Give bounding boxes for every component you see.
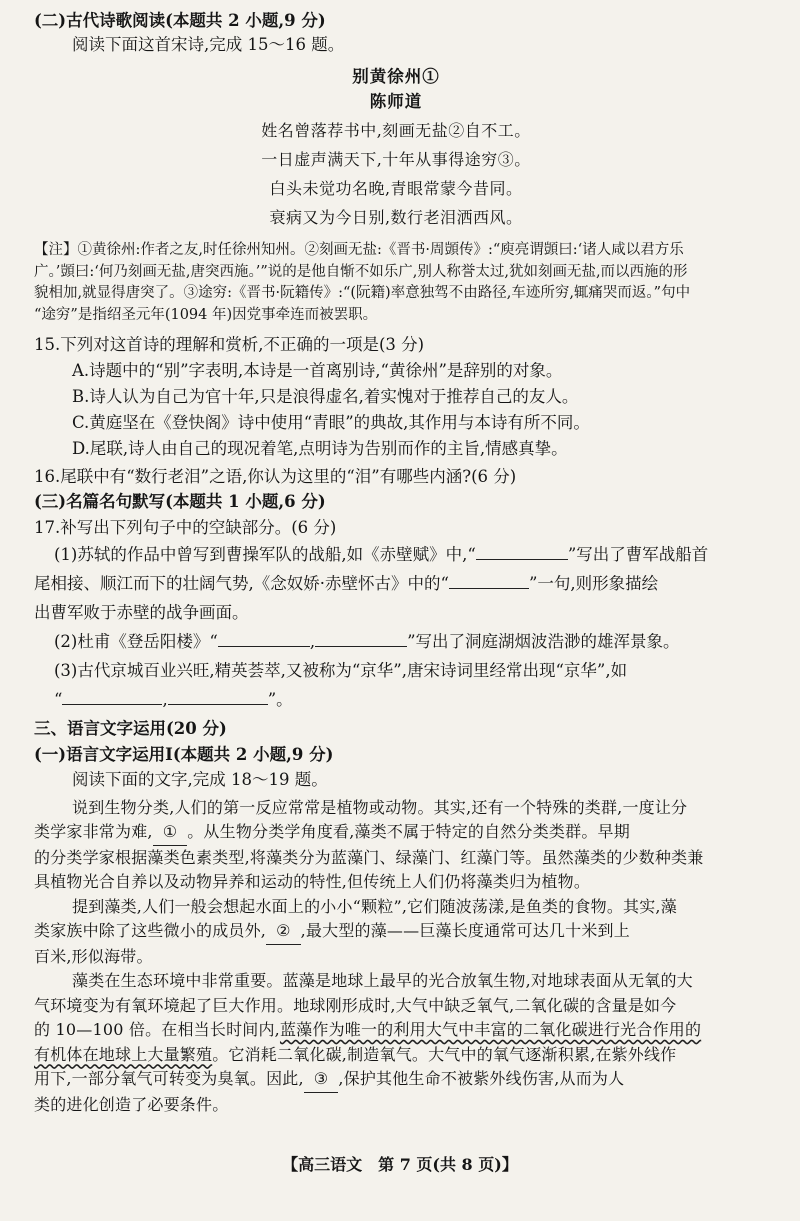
poem-line: 姓名曾落荐书中,刻画无盐②自不工。 (261, 121, 531, 140)
note-line: 貌相加,就显得唐突了。③途穷:《晋书·阮籍传》:“(阮籍)率意独驾不由路径,车迹所穷,辄痛哭而返。”句中 (34, 285, 691, 301)
answer-blank[interactable] (218, 630, 310, 648)
option-c: C.黄庭坚在《登快阁》诗中使用“青眼”的典故,其作用与本诗有所不同。 (72, 412, 590, 432)
poem-line: 白头未觉功名晚,青眼常蒙今昔同。 (269, 179, 523, 198)
option-a: A.诗题中的“别”字表明,本诗是一首离别诗,“黄徐州”是辞别的对象。 (72, 360, 563, 380)
passage-blank-2[interactable]: ② (266, 919, 301, 945)
note-line: 广。’顗曰:‘何乃刻画无盐,唐突西施。’”说的是他自惭不如乐广,别人称誉太过,犹如刻画无盐,而以西施的形 (34, 263, 688, 280)
q17-part1-line2: 尾相接、顺江而下的壮阔气势,《念奴娇·赤壁怀古》中的“ ”一句,则形象描绘 (34, 569, 758, 598)
q17-part1-line3: 出曹军败于赤壁的战争画面。 (34, 603, 249, 622)
passage-line: 用下,一部分氧气可转变为臭氧。因此, ③ ,保护其他生命不被紫外线伤害,从而为人 (34, 1067, 758, 1093)
question-16-stem: 16.尾联中有“数行老泪”之语,你认为这里的“泪”有哪些内涵?(6 分) (34, 466, 517, 486)
passage-line: 百米,形似海带。 (34, 946, 153, 966)
note-line: “途穷”是指绍圣元年(1094 年)因党事牵连而被罢职。 (34, 306, 378, 323)
answer-blank[interactable] (62, 688, 162, 706)
poem-notes (34, 240, 758, 326)
answer-blank[interactable] (476, 543, 568, 561)
answer-blank[interactable] (315, 630, 407, 648)
q17-part3-line1: (3)古代京城百业兴旺,精英荟萃,又被称为“京华”,唐宋诗词里经常出现“京华”,如 (54, 661, 628, 680)
question-17-stem: 17.补写出下列句子中的空缺部分。(6 分) (34, 517, 337, 537)
q17-part1-line1: (1)苏轼的作品中曾写到曹操军队的战船,如《赤壁赋》中,“ ”写出了曹军战船首 (34, 540, 758, 569)
passage-line: 具植物光合自养以及动物异养和运动的特性,但传统上人们仍将藻类归为植物。 (34, 872, 591, 891)
passage-line: 的分类学家根据藻类色素类型,将藻类分为蓝藻门、绿藻门、红藻门等。虽然藻类的少数种类兼 (34, 847, 704, 867)
page-footer: 【高三语文 第 7 页(共 8 页)】 (282, 1155, 518, 1174)
poetry-intro: 阅读下面这首宋诗,完成 15～16 题。 (72, 35, 345, 54)
passage-line: 气环境变为有氧环境起了巨大作用。地球刚形成时,大气中缺乏氧气,二氧化碳的含量是如今 (34, 995, 677, 1015)
q17-part2: (2)杜甫《登岳阳楼》“ , ”写出了洞庭湖烟波浩渺的雄浑景象。 (34, 627, 758, 656)
passage-line: 藻类在生态环境中非常重要。蓝藻是地球上最早的光合放氧生物,对地球表面从无氧的大 (72, 971, 693, 990)
poem-author: 陈师道 (369, 92, 423, 111)
language-intro: 阅读下面的文字,完成 18～19 题。 (72, 770, 328, 789)
poem-title: 别黄徐州① (352, 67, 440, 86)
passage-line: 有机体在地球上大量繁殖。它消耗二氧化碳,制造氧气。大气中的氧气逐渐积累,在紫外线作 (34, 1044, 677, 1064)
answer-blank[interactable] (449, 572, 529, 590)
answer-blank[interactable] (168, 688, 268, 706)
poem-line: 衰病又为今日别,数行老泪洒西风。 (269, 208, 523, 227)
poem-body (34, 116, 758, 232)
section-heading-language: 三、语言文字运用(20 分) (34, 719, 227, 738)
passage-line: 类学家非常为难, ① 。从生物分类学角度看,藻类不属于特定的自然分类类群。早期 (34, 820, 758, 846)
note-line: 【注】①黄徐州:作者之友,时任徐州知州。②刻画无盐:《晋书·周顗传》:“庾亮谓顗曰:‘诸人咸以君方乐 (34, 242, 684, 258)
passage-line: 类家族中除了这些微小的成员外, ② ,最大型的藻——巨藻长度通常可达几十米到上 (34, 919, 758, 945)
question-15-stem: 15.下列对这首诗的理解和赏析,不正确的一项是(3 分) (34, 335, 425, 354)
passage-line: 的 10—100 倍。在相当长时间内,蓝藻作为唯一的利用大气中丰富的二氧化碳进行光合作用的 (34, 1020, 702, 1039)
wavy-underlined-text: 蓝藻作为唯一的利用大气中丰富的二氧化碳进行光合作用的 (279, 1020, 702, 1039)
subsection-heading-language-1: (一)语言文字运用Ⅰ(本题共 2 小题,9 分) (34, 744, 334, 764)
section-heading-dictation: (三)名篇名句默写(本题共 1 小题,6 分) (34, 492, 326, 511)
wavy-underlined-text: 有机体在地球上大量繁殖 (34, 1044, 213, 1064)
passage-line: 提到藻类,人们一般会想起水面上的小小“颗粒”,它们随波荡漾,是鱼类的食物。其实,藻 (72, 896, 677, 916)
reading-passage (34, 796, 758, 1118)
passage-blank-3[interactable]: ③ (304, 1067, 339, 1093)
section-heading-poetry: (二)古代诗歌阅读(本题共 2 小题,9 分) (34, 11, 326, 30)
poem-line: 一日虚声满天下,十年从事得途穷③。 (261, 150, 531, 169)
q17-part3-line2: “ , ”。 (34, 685, 758, 714)
passage-line: 类的进化创造了必要条件。 (34, 1094, 229, 1114)
option-d: D.尾联,诗人由自己的现况着笔,点明诗为告别而作的主旨,情感真挚。 (72, 438, 568, 458)
option-b: B.诗人认为自己为官十年,只是浪得虚名,着实愧对于推荐自己的友人。 (72, 386, 579, 406)
passage-line: 说到生物分类,人们的第一反应常常是植物或动物。其实,还有一个特殊的类群,一度让分 (72, 797, 688, 817)
passage-blank-1[interactable]: ① (153, 820, 188, 846)
